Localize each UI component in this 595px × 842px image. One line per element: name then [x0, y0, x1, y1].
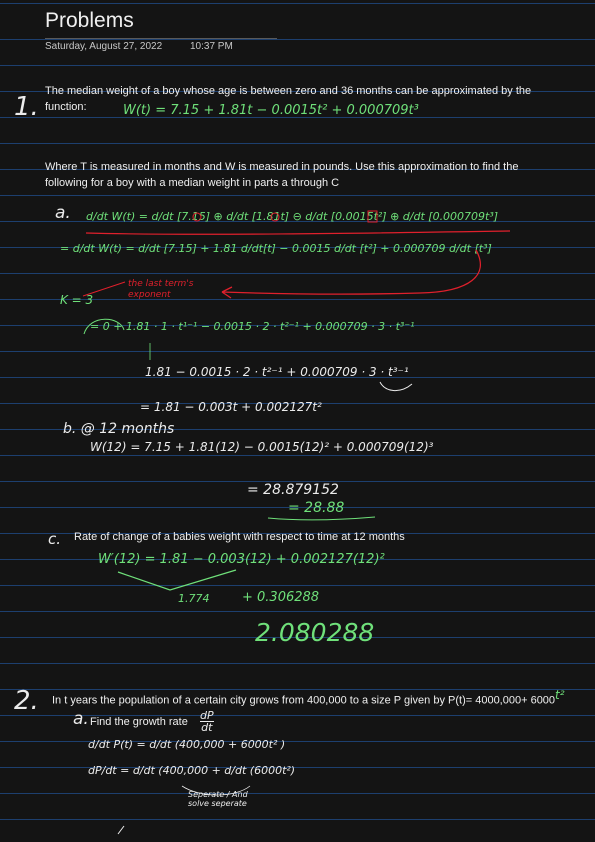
title-divider — [45, 38, 277, 39]
problem-1-intro: The median weight of a boy whose age is between zero and 36 months can be approximated by the function: — [45, 85, 532, 113]
page-time: 10:37 PM — [190, 41, 233, 52]
page-date: Saturday, August 27, 2022 — [45, 41, 163, 52]
part-a-note: the last term's exponent — [128, 279, 194, 300]
part-c-line-2a: 1.774 — [178, 592, 210, 605]
problem-2-part-a-label: a. — [73, 709, 89, 729]
part-a-line-2: = d/dt W(t) = d/dt [7.15] + 1.81 d/dt[t] − 0.0015 d/dt [t²] + 0.000709 d/dt [t³] — [60, 242, 492, 255]
part-c-line-1: W′(12) = 1.81 − 0.003(12) + 0.002127(12)² — [98, 552, 385, 567]
part-a-line-4: 1.81 − 0.0015 · 2 · t²⁻¹ + 0.000709 · 3 · t³⁻¹ — [145, 365, 409, 379]
problem-1-where: Where T is measured in months and W is measured in pounds. Use this approximation to find the following for a boy with a median weight in parts a through C — [45, 161, 519, 189]
problem-2-intro: In t years the population of a certain city grows from 400,000 to a size P given by $P(t)= 4000,000+ 6000^{t^2}$ — [52, 688, 565, 707]
part-c-v-stroke — [118, 570, 236, 590]
part-b-label: b. @ 12 months — [63, 421, 175, 437]
problem-2-line-2: dP/dt = d/dt (400,000 + d/dt (6000t²) — [88, 764, 296, 777]
part-a-line-3: = 0 + 1.81 · 1 · t¹⁻¹ − 0.0015 · 2 · t²⁻¹ + 0.000709 · 3 · t³⁻¹ — [90, 320, 415, 333]
part-c-label: c. — [48, 530, 62, 548]
part-b-line-1: W(12) = 7.15 + 1.81(12) − 0.0015(12)² + 0.000709(12)³ — [90, 440, 434, 454]
part-a-k-value: K = 3 — [60, 293, 94, 307]
part-b-result-1: = 28.879152 — [247, 482, 339, 498]
note-arrow-stroke — [222, 250, 480, 298]
part-a-underline-stroke — [86, 231, 510, 234]
page-title: Problems — [45, 9, 134, 32]
part-c-line-2b: + 0.306288 — [242, 590, 320, 605]
part-a-label: a. — [55, 203, 71, 223]
part-b-result-2: = 28.88 — [288, 500, 345, 516]
problem-2-exponent: t² — [555, 688, 565, 702]
part-c-text: Rate of change of a babies weight with respect to time at 12 months — [74, 531, 405, 543]
problem-2-part-a-text: Find the growth rate — [90, 716, 188, 728]
fraction-denominator: dt — [201, 721, 213, 734]
fraction-numerator: dP — [200, 709, 214, 722]
problem-2-note: Seperate / And solve seperate — [188, 790, 248, 808]
part-a-line-5: = 1.81 − 0.003t + 0.002127t² — [140, 400, 322, 414]
growth-rate-fraction — [200, 710, 214, 733]
problem-1-number: 1. — [14, 92, 39, 122]
problem-2-line-1: d/dt P(t) = d/dt (400,000 + 6000t² ) — [88, 738, 286, 751]
part-c-result: 2.080288 — [255, 618, 375, 647]
problem-2-number: 2. — [14, 686, 39, 716]
problem-1-function: W(t) = 7.15 + 1.81t − 0.0015t² + 0.000709t³ — [123, 103, 419, 118]
result-underline-stroke — [268, 517, 375, 520]
part-a-line-1: d/dt W(t) = d/dt [7.15] ⊕ d/dt [1.81t] ⊖ d/dt [0.0015t²] ⊕ d/dt [0.000709t³] — [86, 210, 499, 223]
bottom-partial-stroke — [118, 826, 124, 834]
coefficient-check-stroke — [380, 382, 412, 391]
